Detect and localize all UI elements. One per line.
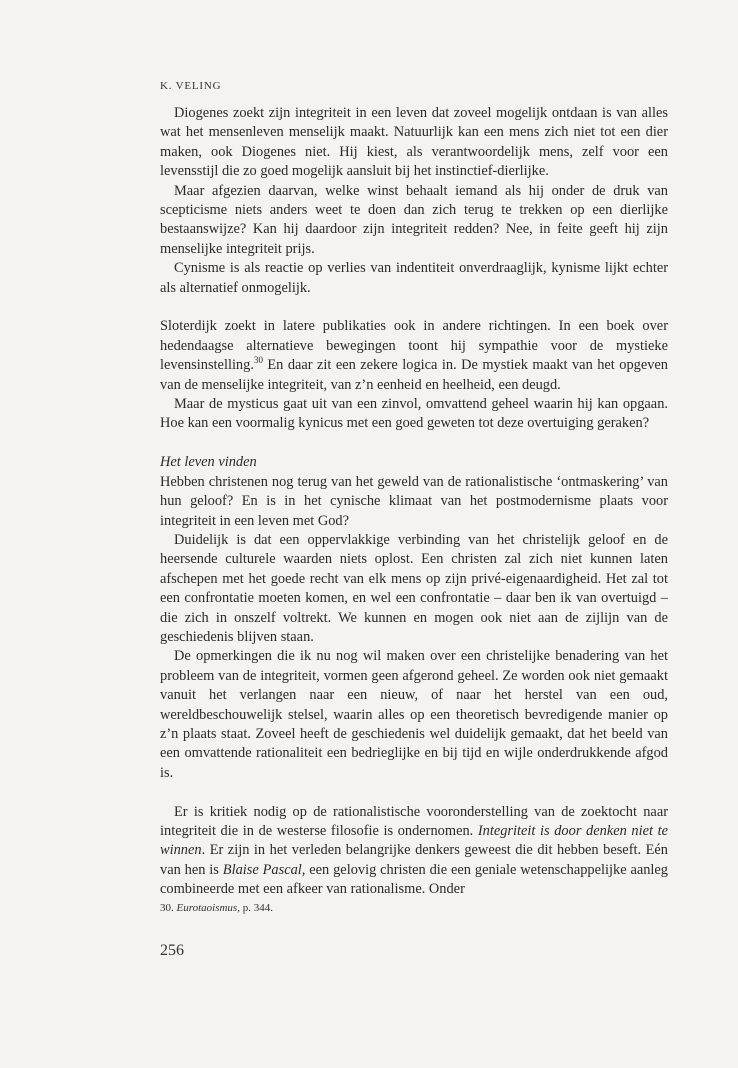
text-run: Er is kritiek nodig op de rationalistische vooronderstelling van de zoektocht naar integriteit die in de westerse filosofie is ondernomen. [160, 803, 668, 839]
page-number: 256 [160, 942, 184, 959]
footnote [160, 902, 273, 914]
paragraph [160, 803, 668, 900]
section-heading: Het leven vinden [160, 454, 257, 471]
paragraph: De opmerkingen die ik nu nog wil maken over een christelijke benadering van het probleem van de integriteit, vormen geen afgerond geheel. Ze worden ook niet gemaakt vanuit het verlangen naar een nieuw, of naar het herstel van een oud, wereldbeschouwelijk stelsel, waarin alles op een theoretisch bevredigende manier op z’n plaats staat. Zoveel heeft de geschiedenis wel duidelijk gemaakt, dat het beeld van een omvattende rationaliteit een bedrieglijke en bij tijd en wijle onderdrukkende afgod is. [160, 648, 668, 781]
paragraph [160, 317, 668, 395]
footnote-number: 30. [160, 902, 174, 914]
paragraph: Diogenes zoekt zijn integriteit in een leven dat zoveel mogelijk ontdaan is van alles wat het mensenleven menselijk maakt. Natuurlijk kan een mens zich niet tot een dier maken, ook Diogenes niet. Hij kiest, als verantwoordelijk mens, zelf voor een levensstijl die zo goed mogelijk aansluit bij het instinctief-dierlijke. [160, 105, 668, 180]
text-run: En daar zit een zekere logica in. De mystiek maakt van het opgeven van de menselijke integriteit, van z’n eenheid en heelheid, een deugd. [160, 357, 668, 393]
text-run: Sloterdijk zoekt in latere publikaties ook in andere richtingen. In een boek over hedendaagse alternatieve bewegingen toont hij sympathie voor de mystieke levensinstelling. [160, 318, 668, 374]
italic-text: Integriteit is door denken niet te winnen [160, 822, 668, 859]
paragraph: Cynisme is als reactie op verlies van indentiteit onverdraaglijk, kynisme lijkt echter als alternatief onmogelijk. [160, 260, 668, 296]
paragraph: Duidelijk is dat een oppervlakkige verbinding van het christelijk geloof en de heersende culturele waarden niets oplost. Een christen zal zich niet kunnen laten afschepen met het goede recht van elk mens op zijn privé-eigenaardigheid. Het zal tot een confrontatie moeten komen, en wel een confrontatie – daar ben ik van overtuigd – die zich in onszelf voltrekt. We kunnen en mogen ook niet aan de zijlijn van de geschiedenis blijven staan. [160, 531, 668, 645]
italic-text: Blaise Pascal [222, 861, 302, 878]
paragraph: Maar de mysticus gaat uit van een zinvol, omvattend geheel waarin hij kan opgaan. Hoe kan een voormalig kynicus met een goed geweten tot deze overtuiging geraken? [160, 396, 668, 432]
footnote-reference: 30 [253, 355, 263, 366]
running-head: K. VELING [160, 80, 222, 92]
body-text [160, 104, 668, 900]
paragraph: Maar afgezien daarvan, welke winst behaalt iemand als hij onder de druk van scepticisme niets anders weet te doen dan zich terug te trekken op een dierlijke bestaanswijze? Kan hij daardoor zijn integriteit redden? Nee, in feite geeft hij zijn menselijke integriteit prijs. [160, 182, 668, 257]
footnote-title: Eurotaoismus [176, 902, 238, 914]
text-run: . Er zijn in het verleden belangrijke denkers geweest die dit hebben beseft. Eén van hen is [160, 842, 668, 878]
footnote-text: , p. 344. [237, 902, 273, 914]
paragraph: Hebben christenen nog terug van het geweld van de rationalistische ‘ontmaskering’ van hun geloof? En is in het cynische klimaat van het postmodernisme plaats voor integriteit in een leven met God? [160, 473, 668, 529]
text-run: , een gelovig christen die een geniale wetenschappelijke aanleg combineerde met een afkeer van rationalisme. Onder [160, 861, 668, 898]
